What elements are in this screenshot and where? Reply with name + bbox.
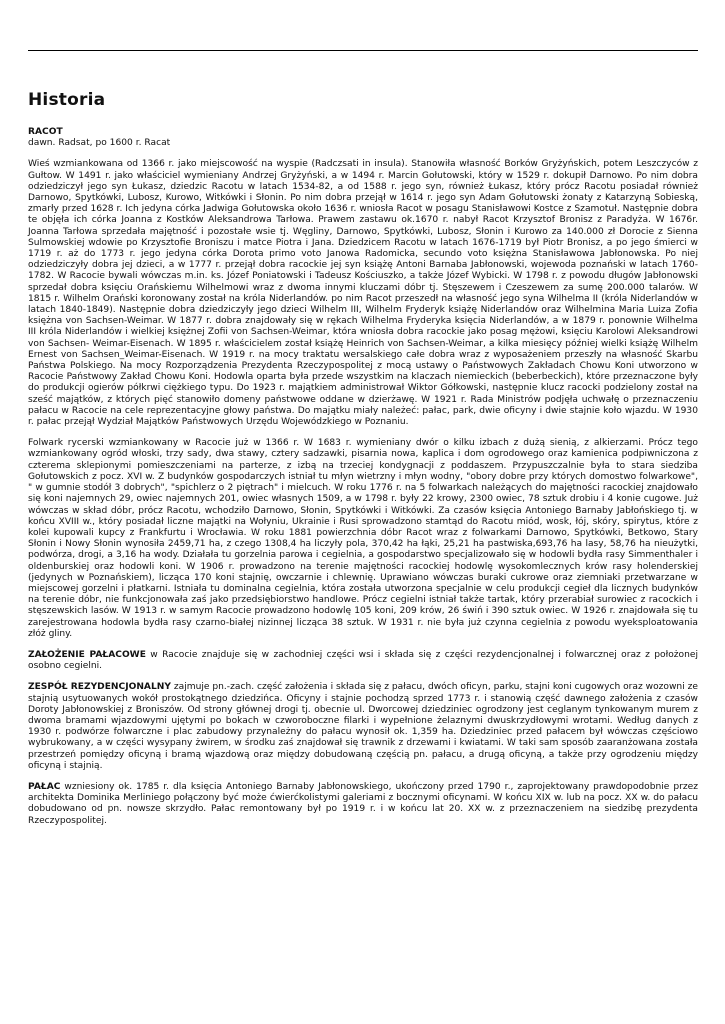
zespol-heading: ZESPÓŁ REZYDENCJONALNY	[28, 682, 171, 693]
zalozenie-paragraph	[28, 650, 698, 672]
document-body	[28, 127, 698, 827]
palac-heading: PAŁAC	[28, 781, 61, 792]
racot-header	[28, 127, 698, 149]
history-paragraph: Wieś wzmiankowana od 1366 r. jako miejscowość na wyspie (Radczsati in insula). Stanowiła własność Borków Gryżyńskich, potem Leszczyców z Gułtow. W 1491 r. jako właściciel wymieniany Andrzej Gryżyński, a w 1494 r. Marcin Gołutowski, który w 1529 r. dokupił Darnowo. Po nim dobra odziedziczył jego syn Łukasz, dziedzic Racotu w latach 1534-82, a od 1588 r. jego syn, również Łukasz, który prócz Racotu posiadał również Darnowo, Spytkówki, Lubosz, Kurowo, Witkówki i Słonin. Po nim dobra przejął w 1614 r. jego syn Adam Gołutowski żonaty z Katarzyną Sobieską, zmarły przed 1628 r. Ich jedyna córka Jadwiga Gołutowska około 1636 r. wniosła Racot w posagu Stanisławowi Kostce z Szamotuł. Następnie dobra te objęła ich córka Joanna z Kostków Aleksandrowa Tarłowa. Prawem zastawu ok.1670 r. nabył Racot Krzysztof Bronisz z Paradyża. W 1676r. Joanna Tarłowa sprzedała majętność i pozostałe wsie tj. Węgliny, Darnowo, Spytkówki, Lubosz, Słonin i Kurowo za 140.000 zł Dorocie z Sienna Sulmowskiej wdowie po Krzysztofie Broniszu i matce Piotra i Jana. Dziedzicem Racotu w latach 1676-1719 był Piotr Bronisz, a po jego śmierci w 1719 r. aż do 1773 r. jego jedyna córka Dorota primo voto Janowa Radomicka, secundo voto księżna Stanisławowa Jabłonowska. Po niej odziedziczyły dobra jej dzieci, a w 1777 r. przejął dobra racockie jej syn książę Antoni Barnaba Jabłonowski, wojewoda poznański w latach 1760-1782. W Racocie bywali wówczas m.in. ks. Józef Poniatowski i Tadeusz Kościuszko, a także Józef Wybicki. W 1798 r. z powodu długów Jabłonowski sprzedał dobra księciu Orańskiemu Wilhelmowi wraz z dwoma innymi kluczami dóbr tj. Stęszewem i Czeszewem za sumę 200.000 talarów. W 1815 r. Wilhelm Orański koronowany został na króla Niderlandów. po nim Racot przeszedł na własność jego syna Wilhelma II (króla Niderlandów w latach 1840-1849). Następnie dobra dziedziczyły jego dzieci Wilhelm III, Wilhelm Fryderyk książę Niderlandów oraz Wilhelmina Maria Luiza Zofia księżna von Sachsen-Weimar. W 1877 r. dobra znajdowały się w rękach Wilhelma Fryderyka księcia Niderlandów, a w 1879 r. ponownie Wilhelma III króla Niderlandów i wielkiej księżnej Zofii von Sachsen-Weimar, która wniosła dobra racockie jako posag mężowi, księciu Karolowi Aleksandrowi von Sachsen- Weimar-Eisenach. W 1895 r. właścicielem został książę Heinrich von Sachsen-Weimar, a kilka miesięcy później wielki książę Wilhelm Ernest von Sachsen_Weimar-Eisenach. W 1919 r. na mocy traktatu wersalskiego całe dobra wraz z wyposażeniem przeszły na własność Skarbu Państwa Polskiego. Na mocy Rozporządzenia Prezydenta Rzeczypospolitej z mocą ustawy o Państwowych Zakładach Chowu Koni utworzono w Racocie Państwowy Zakład Chowu Koni. Hodowla oparta była przede wszystkim na klaczach niemieckich (beberbeckich), które przeznaczone były do produkcji ogierów półkrwi ciężkiego typu. Do 1923 r. majątkiem administrował Wiktor Gółkowski, następnie klucz racocki podzielony został na sześć majątków, z których pięć stanowiło domeny państwowe oddane w dzierżawę. W 1921 r. Rada Ministrów podjęła uchwałę o przeznaczeniu pałacu w Racocie na cele reprezentacyjne głowy państwa. Do majątku miały należeć: pałac, park, dwie oficyny i dwie stajnie koło wjazdu. W 1930 r. pałac przejął Wydział Majątków Państwowych Urzędu Wojewódzkiego w Poznaniu.	[28, 159, 698, 428]
palac-text: wzniesiony ok. 1785 r. dla księcia Antoniego Barnaby Jabłonowskiego, ukończony przed 1790 r., zaprojektowany prawdopodobnie przez architekta Dominika Merliniego połączony być może ćwierćkolistymi galeriami z bocznymi oficynami. W końcu XIX w. lub na pocz. XX w. do pałacu dobudowano od pn. nowsze skrzydło. Pałac remontowany był po 1919 r. i w końcu lat 20. XX w. z przeznaczeniem na siedzibę prezydenta Rzeczypospolitej.	[28, 781, 698, 826]
racot-subtitle: dawn. Radsat, po 1600 r. Racat	[28, 138, 171, 149]
palac-paragraph	[28, 782, 698, 827]
folwark-paragraph: Folwark rycerski wzmiankowany w Racocie już w 1366 r. W 1683 r. wymieniany dwór o kilku izbach z dużą sienią, z alkierzami. Prócz tego wzmiankowany ogród włoski, trzy sady, dwa stawy, cztery sadzawki, pisarnia nowa, kaplica i dom ogrodowego oraz kamienica podpiwniczona z czterema sklepionymi pomieszczeniami na parterze, z izbą na trzeciej kondygnacji z poddaszem. Przypuszczalnie była to stara siedziba Gołutowskich z pocz. XVI w. Z budynków gospodarczych istniał tu młyn wietrzny i młyn wodny, "obory dobre przy których domostwo folwarkowe", " w gumnie stodół 3 dobrych", "spichlerz o 2 piętrach" i mielcuch. W roku 1776 r. na 5 folwarkach należących do majętności racockiej znajdowało się koni najemnych 29, owiec najemnych 201, owiec własnych 1509, a w 1798 r. były 22 krowy, 2300 owiec, 78 sztuk drobiu i 4 konie cugowe. Już wówczas w skład dóbr, prócz Racotu, wchodziło Darnowo, Słonin, Spytkówki i Witkówki. Za czasów księcia Antoniego Barnaby Jabłońskiego tj. w końcu XVIII w., który posiadał liczne majątki na Wołyniu, Ukrainie i Rusi sprowadzono stamtąd do Racotu miód, wosk, łój, skóry, spirytus, które z kolei kupowali kupcy z Frankfurtu i Wrocławia. W roku 1881 powierzchnia dóbr Racot wraz z folwarkami Darnowo, Spytkówki, Betkowo, Stary Słonin i Nowy Słonin wynosiła 2459,71 ha, z czego 1308,4 ha liczyły pola, 370,42 ha łąki, 25,21 ha pastwiska,693,76 ha lasy, 58,76 ha nieużytki, podwórza, drogi, a 3,16 ha wody. Działała tu gorzelnia parowa i cegielnia, a gospodarstwo specjalizowało się w hodowli bydła rasy Simmenthaler i oldenburskiej oraz hodowli koni. W 1906 r. prowadzono na terenie majętności racockiej hodowlę wysokomlecznych krów rasy holenderskiej (jedynych w Poznańskiem), licząca 170 koni stajnię, owczarnie i chlewnię. Uprawiano wówczas buraki cukrowe oraz ziemniaki przetwarzane w miejscowej gorzelni i płatkarni. Istniała tu dominalna cegielnia, która została utworzona specjalnie w celu produkcji cegieł dla licznych budynków na terenie dóbr, nie funkcjonowała zaś jako przedsiębiorstwo handlowe. Prócz cegielni istniał także tartak, który przerabiał surowiec z racockich i stęszewskich lasów. W 1913 r. w samym Racocie prowadzono hodowlę 105 koni, 209 krów, 26 świń i 390 sztuk owiec. W 1926 r. znajdowała się tu zarejestrowana hodowla bydła rasy czarno-białej nizinnej licząca 38 sztuk. W 1931 r. nie była już czynna cegielnia z powodu wyeksploatowania złóż gliny.	[28, 438, 698, 639]
zespol-paragraph	[28, 682, 698, 772]
zalozenie-text: w Racocie znajduje się w zachodniej części wsi i składa się z części rezydencjonalnej i folwarcznej oraz z położonej osobno cegielni.	[28, 649, 698, 672]
top-divider	[28, 50, 698, 51]
page-title: Historia	[28, 90, 106, 110]
zalozenie-heading: ZAŁOŻENIE PAŁACOWE	[28, 649, 146, 660]
racot-heading: RACOT	[28, 127, 63, 137]
zespol-text: zajmuje pn.-zach. część założenia i składa się z pałacu, dwóch oficyn, parku, stajni koni cugowych oraz wozowni ze stajnią usytuowanych wokół prostokątnego dziedzińca. Oficyny i stajnie pochodzą sprzed 1773 r. i stanowią część dawnego założenia z czasów Doroty Jabłonowskiej z Broniszów. Od strony głównej drogi tj. obecnie ul. Dworcowej dziedziniec ogrodzony jest ceglanym tynkowanym murem z dwoma bramami wjazdowymi ujętymi po bokach w czworoboczne filarki i wypełnione żelaznymi dwuskrzydłowymi wrotami. Według danych z 1930 r. podwórze folwarczne i plac zabudowy przynależny do pałacu wynosił ok. 1,359 ha. Dziedziniec przed pałacem był wówczas częściowo wybrukowany, a w części wysypany żwirem, w środku zaś znajdował się trawnik z drzewami i kwiatami. W taki sam sposób zaaranżowana została przestrzeń pomiędzy oficyną i bramą wjazdową oraz między dobudowaną częścią pn. pałacu, a drugą oficyną, a także przy ogrodzeniu między oficyną i stajnią.	[28, 682, 698, 771]
